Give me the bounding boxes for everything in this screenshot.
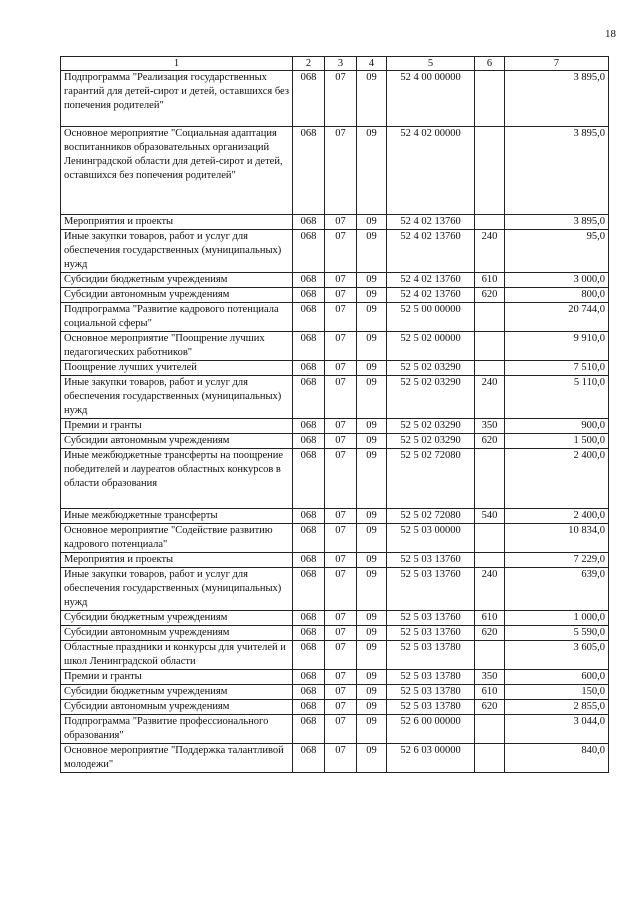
row-target-article-code: 52 5 02 72080 <box>387 449 475 509</box>
row-target-article-code: 52 5 03 13780 <box>387 685 475 700</box>
row-section-code: 07 <box>325 332 357 361</box>
row-target-article-code: 52 5 03 13780 <box>387 641 475 670</box>
row-section-code: 07 <box>325 700 357 715</box>
row-subsection-code: 09 <box>357 670 387 685</box>
row-amount: 2 400,0 <box>505 509 609 524</box>
row-target-article-code: 52 4 02 13760 <box>387 215 475 230</box>
row-amount: 2 400,0 <box>505 449 609 509</box>
row-subsection-code: 09 <box>357 332 387 361</box>
row-amount: 9 910,0 <box>505 332 609 361</box>
row-name: Иные закупки товаров, работ и услуг для обеспечения государственных (муниципальных) нужд <box>61 230 293 273</box>
row-section-code: 07 <box>325 685 357 700</box>
row-expense-type-code <box>475 361 505 376</box>
row-name: Подпрограмма "Реализация государственных гарантий для детей-сирот и детей, оставшихся без попечения родителей" <box>61 71 293 127</box>
row-ministry-code: 068 <box>293 434 325 449</box>
row-section-code: 07 <box>325 71 357 127</box>
row-target-article-code: 52 6 03 00000 <box>387 744 475 773</box>
row-name: Субсидии автономным учреждениям <box>61 434 293 449</box>
row-subsection-code: 09 <box>357 215 387 230</box>
row-expense-type-code: 350 <box>475 670 505 685</box>
header-row <box>61 57 609 71</box>
row-expense-type-code <box>475 127 505 215</box>
row-name: Основное мероприятие "Поддержка талантливой молодежи" <box>61 744 293 773</box>
table-row <box>61 700 609 715</box>
row-name: Субсидии автономным учреждениям <box>61 288 293 303</box>
row-ministry-code: 068 <box>293 715 325 744</box>
row-amount: 7 510,0 <box>505 361 609 376</box>
row-amount: 1 000,0 <box>505 611 609 626</box>
row-target-article-code: 52 5 02 03290 <box>387 361 475 376</box>
row-ministry-code: 068 <box>293 215 325 230</box>
row-section-code: 07 <box>325 434 357 449</box>
row-amount: 3 895,0 <box>505 215 609 230</box>
row-section-code: 07 <box>325 288 357 303</box>
row-expense-type-code <box>475 449 505 509</box>
column-header: 4 <box>357 57 387 71</box>
row-subsection-code: 09 <box>357 611 387 626</box>
row-subsection-code: 09 <box>357 127 387 215</box>
column-header: 7 <box>505 57 609 71</box>
row-ministry-code: 068 <box>293 670 325 685</box>
row-subsection-code: 09 <box>357 361 387 376</box>
row-expense-type-code <box>475 332 505 361</box>
row-subsection-code: 09 <box>357 715 387 744</box>
row-target-article-code: 52 4 00 00000 <box>387 71 475 127</box>
row-ministry-code: 068 <box>293 626 325 641</box>
row-subsection-code: 09 <box>357 509 387 524</box>
row-section-code: 07 <box>325 449 357 509</box>
table-row <box>61 434 609 449</box>
table-row <box>61 611 609 626</box>
row-name: Субсидии автономным учреждениям <box>61 626 293 641</box>
row-section-code: 07 <box>325 509 357 524</box>
row-name: Основное мероприятие "Поощрение лучших педагогических работников" <box>61 332 293 361</box>
table-row <box>61 524 609 553</box>
row-name: Подпрограмма "Развитие профессионального образования" <box>61 715 293 744</box>
row-target-article-code: 52 4 02 13760 <box>387 273 475 288</box>
table-row <box>61 273 609 288</box>
row-amount: 20 744,0 <box>505 303 609 332</box>
row-name: Иные закупки товаров, работ и услуг для обеспечения государственных (муниципальных) нужд <box>61 568 293 611</box>
row-ministry-code: 068 <box>293 449 325 509</box>
row-section-code: 07 <box>325 715 357 744</box>
row-amount: 5 110,0 <box>505 376 609 419</box>
row-section-code: 07 <box>325 641 357 670</box>
row-expense-type-code: 610 <box>475 685 505 700</box>
row-amount: 3 895,0 <box>505 127 609 215</box>
row-name: Иные закупки товаров, работ и услуг для обеспечения государственных (муниципальных) нужд <box>61 376 293 419</box>
row-expense-type-code: 620 <box>475 288 505 303</box>
table-row <box>61 744 609 773</box>
row-expense-type-code <box>475 71 505 127</box>
row-subsection-code: 09 <box>357 273 387 288</box>
row-name: Премии и гранты <box>61 670 293 685</box>
row-amount: 800,0 <box>505 288 609 303</box>
row-ministry-code: 068 <box>293 685 325 700</box>
row-subsection-code: 09 <box>357 700 387 715</box>
row-target-article-code: 52 5 03 13760 <box>387 553 475 568</box>
row-ministry-code: 068 <box>293 273 325 288</box>
table-row <box>61 332 609 361</box>
table-row <box>61 230 609 273</box>
row-amount: 900,0 <box>505 419 609 434</box>
row-target-article-code: 52 5 03 13760 <box>387 568 475 611</box>
row-subsection-code: 09 <box>357 419 387 434</box>
table-row <box>61 715 609 744</box>
row-target-article-code: 52 5 03 00000 <box>387 524 475 553</box>
row-section-code: 07 <box>325 568 357 611</box>
column-header: 3 <box>325 57 357 71</box>
row-ministry-code: 068 <box>293 419 325 434</box>
row-ministry-code: 068 <box>293 524 325 553</box>
table-row <box>61 376 609 419</box>
row-target-article-code: 52 4 02 00000 <box>387 127 475 215</box>
row-ministry-code: 068 <box>293 611 325 626</box>
row-target-article-code: 52 5 02 72080 <box>387 509 475 524</box>
row-amount: 3 000,0 <box>505 273 609 288</box>
row-ministry-code: 068 <box>293 303 325 332</box>
table-row <box>61 449 609 509</box>
row-amount: 95,0 <box>505 230 609 273</box>
row-expense-type-code <box>475 744 505 773</box>
row-section-code: 07 <box>325 553 357 568</box>
table-row <box>61 626 609 641</box>
table-row <box>61 641 609 670</box>
row-subsection-code: 09 <box>357 449 387 509</box>
row-expense-type-code: 620 <box>475 434 505 449</box>
row-expense-type-code <box>475 524 505 553</box>
row-amount: 840,0 <box>505 744 609 773</box>
row-subsection-code: 09 <box>357 685 387 700</box>
row-ministry-code: 068 <box>293 509 325 524</box>
row-name: Премии и гранты <box>61 419 293 434</box>
row-ministry-code: 068 <box>293 641 325 670</box>
row-subsection-code: 09 <box>357 553 387 568</box>
table-row <box>61 509 609 524</box>
page-number: 18 <box>605 28 616 40</box>
row-expense-type-code: 240 <box>475 376 505 419</box>
row-subsection-code: 09 <box>357 288 387 303</box>
row-ministry-code: 068 <box>293 376 325 419</box>
row-section-code: 07 <box>325 215 357 230</box>
table-row <box>61 288 609 303</box>
row-name: Подпрограмма "Развитие кадрового потенциала социальной сферы" <box>61 303 293 332</box>
table-row <box>61 553 609 568</box>
row-expense-type-code: 610 <box>475 611 505 626</box>
row-ministry-code: 068 <box>293 127 325 215</box>
row-section-code: 07 <box>325 273 357 288</box>
row-expense-type-code <box>475 715 505 744</box>
row-expense-type-code <box>475 553 505 568</box>
table-row <box>61 127 609 215</box>
row-subsection-code: 09 <box>357 230 387 273</box>
row-target-article-code: 52 5 03 13760 <box>387 611 475 626</box>
row-name: Основное мероприятие "Содействие развитию кадрового потенциала" <box>61 524 293 553</box>
table-body <box>61 71 609 773</box>
row-name: Поощрение лучших учителей <box>61 361 293 376</box>
row-section-code: 07 <box>325 524 357 553</box>
row-section-code: 07 <box>325 127 357 215</box>
row-subsection-code: 09 <box>357 568 387 611</box>
row-expense-type-code <box>475 215 505 230</box>
row-amount: 1 500,0 <box>505 434 609 449</box>
row-section-code: 07 <box>325 744 357 773</box>
column-header: 5 <box>387 57 475 71</box>
row-subsection-code: 09 <box>357 376 387 419</box>
row-expense-type-code: 540 <box>475 509 505 524</box>
row-section-code: 07 <box>325 611 357 626</box>
table-row <box>61 419 609 434</box>
row-section-code: 07 <box>325 230 357 273</box>
table-row <box>61 215 609 230</box>
row-subsection-code: 09 <box>357 71 387 127</box>
row-expense-type-code: 610 <box>475 273 505 288</box>
row-amount: 150,0 <box>505 685 609 700</box>
row-subsection-code: 09 <box>357 524 387 553</box>
column-header: 2 <box>293 57 325 71</box>
row-ministry-code: 068 <box>293 71 325 127</box>
row-target-article-code: 52 5 03 13760 <box>387 626 475 641</box>
row-amount: 5 590,0 <box>505 626 609 641</box>
row-name: Субсидии бюджетным учреждениям <box>61 273 293 288</box>
row-amount: 7 229,0 <box>505 553 609 568</box>
row-section-code: 07 <box>325 670 357 685</box>
budget-table <box>60 56 609 773</box>
row-target-article-code: 52 5 03 13780 <box>387 670 475 685</box>
row-name: Мероприятия и проекты <box>61 215 293 230</box>
row-amount: 3 605,0 <box>505 641 609 670</box>
row-ministry-code: 068 <box>293 700 325 715</box>
table-row <box>61 361 609 376</box>
row-subsection-code: 09 <box>357 434 387 449</box>
table-row <box>61 303 609 332</box>
row-expense-type-code: 350 <box>475 419 505 434</box>
table-row <box>61 685 609 700</box>
row-ministry-code: 068 <box>293 288 325 303</box>
row-amount: 639,0 <box>505 568 609 611</box>
row-amount: 3 895,0 <box>505 71 609 127</box>
table-row <box>61 568 609 611</box>
column-header: 6 <box>475 57 505 71</box>
table-row <box>61 670 609 685</box>
row-target-article-code: 52 5 02 03290 <box>387 434 475 449</box>
row-section-code: 07 <box>325 303 357 332</box>
row-target-article-code: 52 5 03 13780 <box>387 700 475 715</box>
row-expense-type-code <box>475 641 505 670</box>
row-ministry-code: 068 <box>293 553 325 568</box>
row-ministry-code: 068 <box>293 744 325 773</box>
row-subsection-code: 09 <box>357 303 387 332</box>
column-header: 1 <box>61 57 293 71</box>
row-amount: 2 855,0 <box>505 700 609 715</box>
row-subsection-code: 09 <box>357 744 387 773</box>
row-target-article-code: 52 4 02 13760 <box>387 288 475 303</box>
row-name: Иные межбюджетные трансферты на поощрение победителей и лауреатов областных конкурсов в области образования <box>61 449 293 509</box>
row-target-article-code: 52 5 02 03290 <box>387 376 475 419</box>
row-expense-type-code <box>475 303 505 332</box>
row-expense-type-code: 240 <box>475 568 505 611</box>
row-expense-type-code: 620 <box>475 626 505 641</box>
row-name: Субсидии бюджетным учреждениям <box>61 685 293 700</box>
row-target-article-code: 52 6 00 00000 <box>387 715 475 744</box>
row-ministry-code: 068 <box>293 332 325 361</box>
row-ministry-code: 068 <box>293 361 325 376</box>
row-name: Основное мероприятие "Социальная адаптация воспитанников образовательных организаций Ленинградской области для детей-сирот и детей, оставшихся без попечения родителей" <box>61 127 293 215</box>
row-expense-type-code: 240 <box>475 230 505 273</box>
row-amount: 10 834,0 <box>505 524 609 553</box>
row-section-code: 07 <box>325 376 357 419</box>
row-target-article-code: 52 4 02 13760 <box>387 230 475 273</box>
row-name: Мероприятия и проекты <box>61 553 293 568</box>
row-name: Субсидии автономным учреждениям <box>61 700 293 715</box>
row-target-article-code: 52 5 02 00000 <box>387 332 475 361</box>
row-name: Областные праздники и конкурсы для учителей и школ Ленинградской области <box>61 641 293 670</box>
row-subsection-code: 09 <box>357 626 387 641</box>
row-section-code: 07 <box>325 419 357 434</box>
row-expense-type-code: 620 <box>475 700 505 715</box>
row-name: Иные межбюджетные трансферты <box>61 509 293 524</box>
table-row <box>61 71 609 127</box>
row-amount: 3 044,0 <box>505 715 609 744</box>
row-target-article-code: 52 5 00 00000 <box>387 303 475 332</box>
row-ministry-code: 068 <box>293 230 325 273</box>
row-subsection-code: 09 <box>357 641 387 670</box>
row-ministry-code: 068 <box>293 568 325 611</box>
row-name: Субсидии бюджетным учреждениям <box>61 611 293 626</box>
row-section-code: 07 <box>325 361 357 376</box>
row-amount: 600,0 <box>505 670 609 685</box>
row-target-article-code: 52 5 02 03290 <box>387 419 475 434</box>
row-section-code: 07 <box>325 626 357 641</box>
